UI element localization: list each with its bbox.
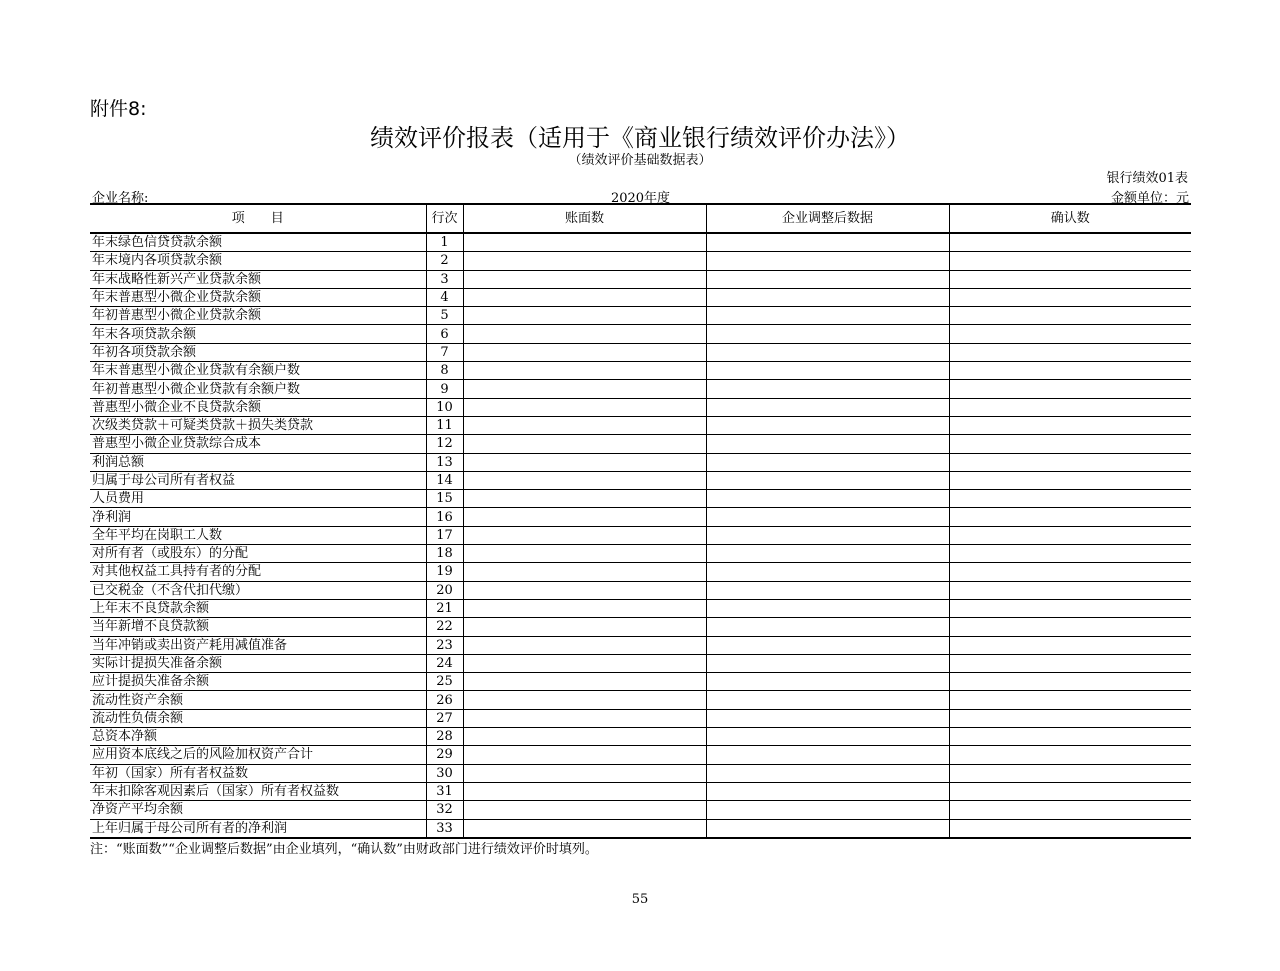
row-number: 22	[426, 618, 463, 636]
column-header-book-value: 账面数	[463, 204, 706, 233]
row-number: 21	[426, 599, 463, 617]
table-row	[90, 233, 1191, 252]
report-subtitle: （绩效评价基础数据表）	[568, 153, 712, 168]
table-row	[90, 599, 1191, 617]
confirmed-value-cell[interactable]	[949, 581, 1191, 599]
book-value-cell[interactable]	[463, 636, 706, 654]
book-value-cell[interactable]	[463, 782, 706, 800]
confirmed-value-cell[interactable]	[949, 362, 1191, 380]
row-number: 28	[426, 728, 463, 746]
table-row	[90, 380, 1191, 398]
table-row	[90, 270, 1191, 288]
book-value-cell[interactable]	[463, 343, 706, 361]
table-row	[90, 764, 1191, 782]
book-value-cell[interactable]	[463, 746, 706, 764]
table-row	[90, 819, 1191, 838]
confirmed-value-cell[interactable]	[949, 599, 1191, 617]
book-value-cell[interactable]	[463, 416, 706, 434]
book-value-cell[interactable]	[463, 728, 706, 746]
table-row	[90, 307, 1191, 325]
report-table	[90, 203, 1191, 839]
row-item-name: 全年平均在岗职工人数	[90, 526, 426, 544]
row-number: 10	[426, 398, 463, 416]
row-item-name: 年末扣除客观因素后（国家）所有者权益数	[90, 782, 426, 800]
adjusted-data-cell[interactable]	[706, 380, 949, 398]
row-item-name: 年末战略性新兴产业贷款余额	[90, 270, 426, 288]
row-number: 7	[426, 343, 463, 361]
adjusted-data-cell[interactable]	[706, 764, 949, 782]
row-number: 11	[426, 416, 463, 434]
adjusted-data-cell[interactable]	[706, 545, 949, 563]
confirmed-value-cell[interactable]	[949, 343, 1191, 361]
report-year: 2020年度	[610, 191, 671, 206]
adjusted-data-cell[interactable]	[706, 728, 949, 746]
adjusted-data-cell[interactable]	[706, 343, 949, 361]
confirmed-value-cell[interactable]	[949, 490, 1191, 508]
table-row	[90, 545, 1191, 563]
row-item-name: 次级类贷款＋可疑类贷款＋损失类贷款	[90, 416, 426, 434]
adjusted-data-cell[interactable]	[706, 398, 949, 416]
adjusted-data-cell[interactable]	[706, 508, 949, 526]
table-row	[90, 490, 1191, 508]
row-number: 25	[426, 673, 463, 691]
row-item-name: 流动性资产余额	[90, 691, 426, 709]
confirmed-value-cell[interactable]	[949, 801, 1191, 819]
adjusted-data-cell[interactable]	[706, 746, 949, 764]
adjusted-data-cell[interactable]	[706, 362, 949, 380]
row-number: 14	[426, 471, 463, 489]
confirmed-value-cell[interactable]	[949, 746, 1191, 764]
row-item-name: 净资产平均余额	[90, 801, 426, 819]
table-row	[90, 453, 1191, 471]
company-name-label: 企业名称:	[92, 191, 149, 206]
row-item-name: 当年冲销或卖出资产耗用减值准备	[90, 636, 426, 654]
confirmed-value-cell[interactable]	[949, 728, 1191, 746]
table-row	[90, 782, 1191, 800]
confirmed-value-cell[interactable]	[949, 453, 1191, 471]
adjusted-data-cell[interactable]	[706, 471, 949, 489]
row-number: 1	[426, 233, 463, 252]
confirmed-value-cell[interactable]	[949, 709, 1191, 727]
confirmed-value-cell[interactable]	[949, 691, 1191, 709]
table-header-row	[90, 204, 1191, 233]
report-title: 绩效评价报表（适用于《商业银行绩效评价办法》）	[370, 124, 910, 152]
table-row	[90, 508, 1191, 526]
table-row	[90, 416, 1191, 434]
table-row	[90, 325, 1191, 343]
book-value-cell[interactable]	[463, 270, 706, 288]
book-value-cell[interactable]	[463, 252, 706, 270]
book-value-cell[interactable]	[463, 453, 706, 471]
confirmed-value-cell[interactable]	[949, 288, 1191, 306]
table-row	[90, 581, 1191, 599]
row-number: 30	[426, 764, 463, 782]
row-number: 19	[426, 563, 463, 581]
table-row	[90, 728, 1191, 746]
row-number: 6	[426, 325, 463, 343]
row-number: 33	[426, 819, 463, 838]
column-header-confirmed-value: 确认数	[949, 204, 1191, 233]
book-value-cell[interactable]	[463, 380, 706, 398]
row-item-name: 年末普惠型小微企业贷款有余额户数	[90, 362, 426, 380]
book-value-cell[interactable]	[463, 526, 706, 544]
book-value-cell[interactable]	[463, 618, 706, 636]
table-row	[90, 654, 1191, 672]
table-row	[90, 691, 1191, 709]
row-number: 15	[426, 490, 463, 508]
table-row	[90, 709, 1191, 727]
confirmed-value-cell[interactable]	[949, 563, 1191, 581]
row-item-name: 年初（国家）所有者权益数	[90, 764, 426, 782]
table-row	[90, 362, 1191, 380]
row-number: 12	[426, 435, 463, 453]
book-value-cell[interactable]	[463, 288, 706, 306]
confirmed-value-cell[interactable]	[949, 233, 1191, 252]
row-item-name: 人员费用	[90, 490, 426, 508]
book-value-cell[interactable]	[463, 490, 706, 508]
adjusted-data-cell[interactable]	[706, 288, 949, 306]
row-item-name: 已交税金（不含代扣代缴）	[90, 581, 426, 599]
adjusted-data-cell[interactable]	[706, 563, 949, 581]
row-number: 17	[426, 526, 463, 544]
row-item-name: 普惠型小微企业贷款综合成本	[90, 435, 426, 453]
row-number: 23	[426, 636, 463, 654]
row-item-name: 上年末不良贷款余额	[90, 599, 426, 617]
book-value-cell[interactable]	[463, 691, 706, 709]
row-item-name: 应用资本底线之后的风险加权资产合计	[90, 746, 426, 764]
confirmed-value-cell[interactable]	[949, 654, 1191, 672]
table-row	[90, 435, 1191, 453]
book-value-cell[interactable]	[463, 398, 706, 416]
book-value-cell[interactable]	[463, 581, 706, 599]
row-item-name: 应计提损失准备余额	[90, 673, 426, 691]
row-number: 4	[426, 288, 463, 306]
book-value-cell[interactable]	[463, 508, 706, 526]
table-row	[90, 526, 1191, 544]
confirmed-value-cell[interactable]	[949, 819, 1191, 838]
book-value-cell[interactable]	[463, 325, 706, 343]
book-value-cell[interactable]	[463, 673, 706, 691]
row-item-name: 年初普惠型小微企业贷款有余额户数	[90, 380, 426, 398]
confirmed-value-cell[interactable]	[949, 782, 1191, 800]
column-header-row-no: 行次	[426, 204, 463, 233]
row-item-name: 年末境内各项贷款余额	[90, 252, 426, 270]
book-value-cell[interactable]	[463, 233, 706, 252]
table-row	[90, 563, 1191, 581]
row-number: 3	[426, 270, 463, 288]
book-value-cell[interactable]	[463, 563, 706, 581]
confirmed-value-cell[interactable]	[949, 398, 1191, 416]
row-number: 32	[426, 801, 463, 819]
row-item-name: 年初各项贷款余额	[90, 343, 426, 361]
adjusted-data-cell[interactable]	[706, 709, 949, 727]
row-number: 5	[426, 307, 463, 325]
table-row	[90, 252, 1191, 270]
book-value-cell[interactable]	[463, 362, 706, 380]
table-row	[90, 673, 1191, 691]
adjusted-data-cell[interactable]	[706, 654, 949, 672]
row-item-name: 归属于母公司所有者权益	[90, 471, 426, 489]
row-number: 16	[426, 508, 463, 526]
row-item-name: 普惠型小微企业不良贷款余额	[90, 398, 426, 416]
book-value-cell[interactable]	[463, 599, 706, 617]
adjusted-data-cell[interactable]	[706, 453, 949, 471]
table-row	[90, 801, 1191, 819]
adjusted-data-cell[interactable]	[706, 416, 949, 434]
confirmed-value-cell[interactable]	[949, 325, 1191, 343]
row-item-name: 上年归属于母公司所有者的净利润	[90, 819, 426, 838]
table-row	[90, 398, 1191, 416]
table-row	[90, 618, 1191, 636]
row-item-name: 利润总额	[90, 453, 426, 471]
adjusted-data-cell[interactable]	[706, 490, 949, 508]
meta-row	[90, 187, 1191, 206]
amount-unit: 金额单位：元	[1110, 191, 1189, 206]
row-number: 31	[426, 782, 463, 800]
confirmed-value-cell[interactable]	[949, 416, 1191, 434]
column-header-item: 项 目	[90, 204, 426, 233]
confirmed-value-cell[interactable]	[949, 307, 1191, 325]
book-value-cell[interactable]	[463, 819, 706, 838]
table-row	[90, 343, 1191, 361]
adjusted-data-cell[interactable]	[706, 819, 949, 838]
row-number: 18	[426, 545, 463, 563]
confirmed-value-cell[interactable]	[949, 471, 1191, 489]
table-row	[90, 288, 1191, 306]
confirmed-value-cell[interactable]	[949, 270, 1191, 288]
table-row	[90, 636, 1191, 654]
row-item-name: 年末各项贷款余额	[90, 325, 426, 343]
adjusted-data-cell[interactable]	[706, 325, 949, 343]
table-row	[90, 471, 1191, 489]
confirmed-value-cell[interactable]	[949, 764, 1191, 782]
confirmed-value-cell[interactable]	[949, 252, 1191, 270]
confirmed-value-cell[interactable]	[949, 435, 1191, 453]
confirmed-value-cell[interactable]	[949, 636, 1191, 654]
confirmed-value-cell[interactable]	[949, 380, 1191, 398]
row-number: 20	[426, 581, 463, 599]
adjusted-data-cell[interactable]	[706, 252, 949, 270]
book-value-cell[interactable]	[463, 471, 706, 489]
book-value-cell[interactable]	[463, 435, 706, 453]
form-code: 银行绩效01表	[1106, 171, 1188, 186]
row-item-name: 总资本净额	[90, 728, 426, 746]
adjusted-data-cell[interactable]	[706, 270, 949, 288]
book-value-cell[interactable]	[463, 654, 706, 672]
row-item-name: 净利润	[90, 508, 426, 526]
page-number: 55	[631, 892, 649, 907]
row-number: 29	[426, 746, 463, 764]
adjusted-data-cell[interactable]	[706, 801, 949, 819]
column-header-adjusted-data: 企业调整后数据	[706, 204, 949, 233]
adjusted-data-cell[interactable]	[706, 581, 949, 599]
row-number: 8	[426, 362, 463, 380]
adjusted-data-cell[interactable]	[706, 782, 949, 800]
row-item-name: 年末绿色信贷贷款余额	[90, 233, 426, 252]
row-item-name: 流动性负债余额	[90, 709, 426, 727]
table-row	[90, 746, 1191, 764]
row-item-name: 年初普惠型小微企业贷款余额	[90, 307, 426, 325]
row-number: 27	[426, 709, 463, 727]
adjusted-data-cell[interactable]	[706, 599, 949, 617]
book-value-cell[interactable]	[463, 545, 706, 563]
row-item-name: 当年新增不良贷款额	[90, 618, 426, 636]
book-value-cell[interactable]	[463, 709, 706, 727]
adjusted-data-cell[interactable]	[706, 435, 949, 453]
confirmed-value-cell[interactable]	[949, 618, 1191, 636]
row-number: 24	[426, 654, 463, 672]
adjusted-data-cell[interactable]	[706, 691, 949, 709]
confirmed-value-cell[interactable]	[949, 673, 1191, 691]
adjusted-data-cell[interactable]	[706, 233, 949, 252]
row-number: 2	[426, 252, 463, 270]
confirmed-value-cell[interactable]	[949, 526, 1191, 544]
row-item-name: 年末普惠型小微企业贷款余额	[90, 288, 426, 306]
book-value-cell[interactable]	[463, 801, 706, 819]
row-item-name: 对其他权益工具持有者的分配	[90, 563, 426, 581]
adjusted-data-cell[interactable]	[706, 673, 949, 691]
row-number: 26	[426, 691, 463, 709]
adjusted-data-cell[interactable]	[706, 636, 949, 654]
book-value-cell[interactable]	[463, 764, 706, 782]
row-number: 13	[426, 453, 463, 471]
attachment-label: 附件8:	[90, 98, 147, 120]
adjusted-data-cell[interactable]	[706, 526, 949, 544]
book-value-cell[interactable]	[463, 307, 706, 325]
confirmed-value-cell[interactable]	[949, 508, 1191, 526]
adjusted-data-cell[interactable]	[706, 618, 949, 636]
confirmed-value-cell[interactable]	[949, 545, 1191, 563]
row-number: 9	[426, 380, 463, 398]
row-item-name: 实际计提损失准备余额	[90, 654, 426, 672]
row-item-name: 对所有者（或股东）的分配	[90, 545, 426, 563]
footnote: 注：“账面数”“企业调整后数据”由企业填列，“确认数”由财政部门进行绩效评价时填列。	[90, 842, 598, 857]
adjusted-data-cell[interactable]	[706, 307, 949, 325]
